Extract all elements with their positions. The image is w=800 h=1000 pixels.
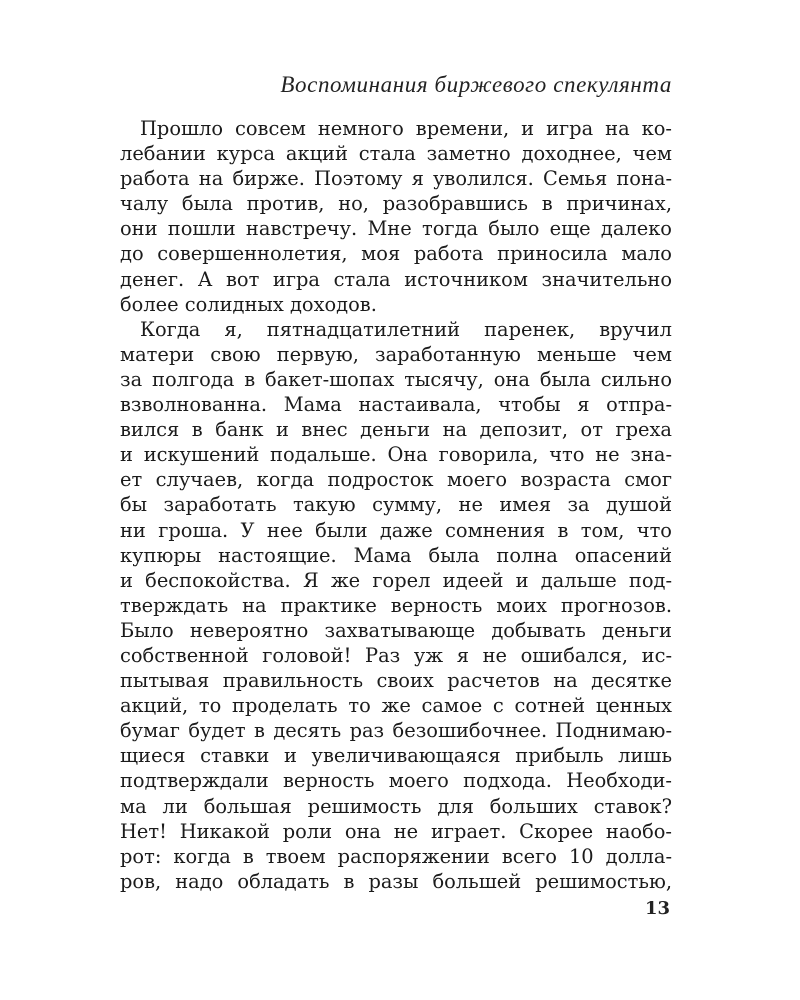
text-line: ма ли большая решимость для больших ставок?	[120, 794, 672, 818]
text-line: бумаг будет в десять раз безошибочнее. Поднимаю-	[120, 719, 672, 743]
paragraph	[120, 116, 672, 317]
text-line: до совершеннолетия, моя работа приносила мало	[120, 242, 672, 266]
text-line: вился в банк и внес деньги на депозит, от греха	[120, 418, 672, 442]
text-line: собственной головой! Раз уж я не ошибался, ис-	[120, 643, 672, 667]
text-line: рот: когда в твоем распоряжении всего 10 долла-	[120, 844, 672, 868]
text-line: лебании курса акций стала заметно доходнее, чем	[120, 142, 672, 166]
text-line: они пошли навстречу. Мне тогда было еще далеко	[120, 217, 672, 241]
text-line: денег. А вот игра стала источником значительно	[120, 267, 672, 291]
text-line: ет случаев, когда подросток моего возраста смог	[120, 468, 672, 492]
text-line: Нет! Никакой роли она не играет. Скорее наобо-	[120, 819, 672, 843]
text-line: Было невероятно захватывающе добывать деньги	[120, 618, 672, 642]
text-line: акций, то проделать то же самое с сотней ценных	[120, 694, 672, 718]
paragraph	[120, 317, 672, 894]
text-line: пытывая правильность своих расчетов на десятке	[120, 669, 672, 693]
text-line: Прошло совсем немного времени, и игра на ко-	[140, 117, 672, 140]
text-line: ров, надо обладать в разы большей решимостью,	[120, 869, 672, 893]
text-line: более солидных доходов.	[120, 292, 377, 316]
text-line: за полгода в бакет-шопах тысячу, она была сильно	[120, 367, 672, 391]
running-header: Воспоминания биржевого спекулянта	[280, 72, 672, 97]
text-line: работа на бирже. Поэтому я уволился. Семья пона-	[120, 167, 672, 191]
text-line: тверждать на практике верность моих прогнозов.	[120, 593, 672, 617]
text-line: бы заработать такую сумму, не имея за душой	[120, 493, 672, 517]
text-line: взволнованна. Мама настаивала, чтобы я отпра-	[120, 393, 672, 417]
text-line: ни гроша. У нее были даже сомнения в том, что	[120, 518, 672, 542]
text-line: купюры настоящие. Мама была полна опасений	[120, 543, 672, 567]
text-line: подтверждали верность моего подхода. Необходи-	[120, 769, 672, 793]
text-line: щиеся ставки и увеличивающаяся прибыль лишь	[120, 744, 672, 768]
text-line: и искушений подальше. Она говорила, что не зна-	[120, 443, 672, 467]
text-line: Когда я, пятнадцатилетний паренек, вручил	[140, 317, 672, 341]
text-line: и беспокойства. Я же горел идеей и дальше под-	[120, 568, 672, 592]
body-text	[120, 116, 672, 894]
page-number: 13	[644, 898, 670, 919]
text-line: матери свою первую, заработанную меньше чем	[120, 342, 672, 366]
text-line: чалу была против, но, разобравшись в причинах,	[120, 192, 672, 216]
